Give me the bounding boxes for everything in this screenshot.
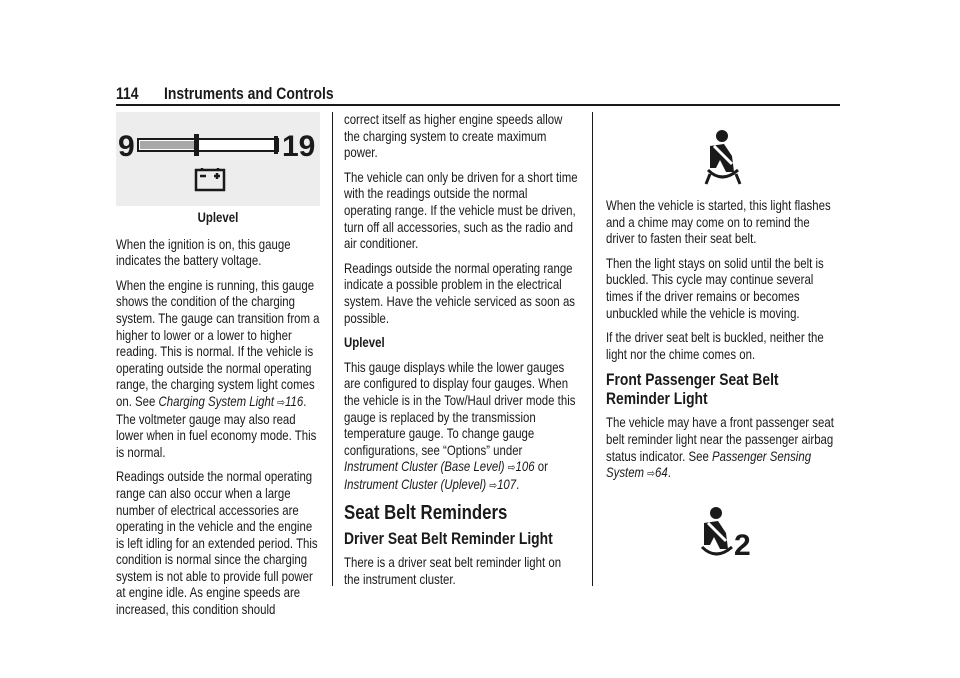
paragraph: When the ignition is on, this gauge indicates the battery voltage. xyxy=(116,236,291,269)
gauge-fill xyxy=(140,141,196,149)
page-ref-arrow-icon: ⇨ xyxy=(507,462,516,475)
gauge-end-tick xyxy=(274,136,278,154)
column-1 xyxy=(116,112,320,627)
paragraph: correct itself as higher engine speeds allow the charging system to create maximum power. xyxy=(344,112,563,161)
section-title: Instruments and Controls xyxy=(164,84,334,103)
page-ref-arrow-icon: ⇨ xyxy=(647,468,655,481)
page-ref-arrow-icon: ⇨ xyxy=(489,479,498,492)
passenger-seatbelt-figure xyxy=(606,503,840,563)
subsection-heading: Front Passenger Seat Belt Reminder Light xyxy=(606,371,779,409)
seatbelt-passenger-icon xyxy=(606,503,840,563)
page-ref[interactable]: 107 xyxy=(497,476,517,492)
section-heading: Seat Belt Reminders xyxy=(344,502,508,525)
paragraph: The vehicle may have a front passenger seat belt reminder light near the passenger airbag status indicator. See Passenger Sensing System ⇨64. xyxy=(606,415,834,481)
header-rule xyxy=(116,104,840,106)
paragraph: When the vehicle is started, this light flashes and a chime may come on to remind the driver to fasten their seat belt. xyxy=(606,198,831,247)
column-divider xyxy=(332,112,333,586)
page-ref[interactable]: 116 xyxy=(284,393,304,409)
paragraph: When the engine is running, this gauge shows the condition of the charging system. The gauge can transition from a higher to lower or a lower to higher reading. This is normal. If the vehicle is operating outside the normal operating range, the charging system light comes on. See Charging System Light ⇨116. The voltmeter gauge may also read lower when in fuel economy mode. This is normal. xyxy=(116,277,320,460)
gauge-high-label: 19 xyxy=(282,130,316,163)
paragraph: This gauge displays while the lower gauges are configured to display four gauges. When the vehicle is in the Tow/Haul driver mode this gauge is replaced by the transmission temperature gauge. To change gauge configurations, see “Options” under Instrument Cluster (Base Level) ⇨106 or Instrument Cluster (Uplevel) ⇨107. xyxy=(344,359,576,492)
page-number: 114 xyxy=(116,84,139,103)
voltmeter-gauge-svg xyxy=(116,112,320,206)
page-ref[interactable]: 64 xyxy=(654,465,668,481)
cross-reference-link[interactable]: Passenger Sensing System xyxy=(606,448,812,481)
gauge-low-label: 9 xyxy=(118,130,135,163)
paragraph: Then the light stays on solid until the belt is buckled. This cycle may continue several times if the driver remains or becomes unbuckled while the vehicle is moving. xyxy=(606,255,824,321)
paragraph: The vehicle can only be driven for a short time with the readings outside the normal operating range. If the vehicle must be driven, turn off all accessories, such as the radio and air conditioner. xyxy=(344,169,578,252)
subsection-heading: Driver Seat Belt Reminder Light xyxy=(344,530,553,549)
page-header xyxy=(116,84,840,106)
paragraph: Readings outside the normal operating range can also occur when a large number of electrical accessories are operating in the vehicle and the engine is left idling for an extended period. This condition is normal since the charging system is not able to provide full power at engine idle. As engine speeds are increased, this condition should xyxy=(116,469,318,618)
figure-caption: Uplevel xyxy=(197,210,239,225)
passenger-icon-number: 2 xyxy=(734,528,751,562)
uplevel-label: Uplevel xyxy=(344,335,385,351)
column-divider xyxy=(592,112,593,586)
seatbelt-icon xyxy=(606,112,840,198)
gauge-needle xyxy=(194,134,199,156)
paragraph: If the driver seat belt is buckled, neither the light nor the chime comes on. xyxy=(606,330,824,362)
cross-reference-link[interactable]: Instrument Cluster (Base Level) xyxy=(344,459,505,475)
column-3 xyxy=(606,112,840,563)
page-ref-arrow-icon: ⇨ xyxy=(277,396,285,409)
battery-icon xyxy=(196,168,224,190)
seatbelt-figure xyxy=(606,112,840,198)
page-ref[interactable]: 106 xyxy=(515,459,535,475)
cross-reference-link[interactable]: Charging System Light xyxy=(158,393,275,409)
column-2 xyxy=(344,112,578,597)
voltmeter-gauge-figure xyxy=(116,112,320,206)
paragraph: Readings outside the normal operating range indicate a possible problem in the electrical system. Have the vehicle serviced as soon as possible. xyxy=(344,260,576,326)
cross-reference-link[interactable]: Instrument Cluster (Uplevel) xyxy=(344,476,487,492)
paragraph: There is a driver seat belt reminder light on the instrument cluster. xyxy=(344,555,562,588)
